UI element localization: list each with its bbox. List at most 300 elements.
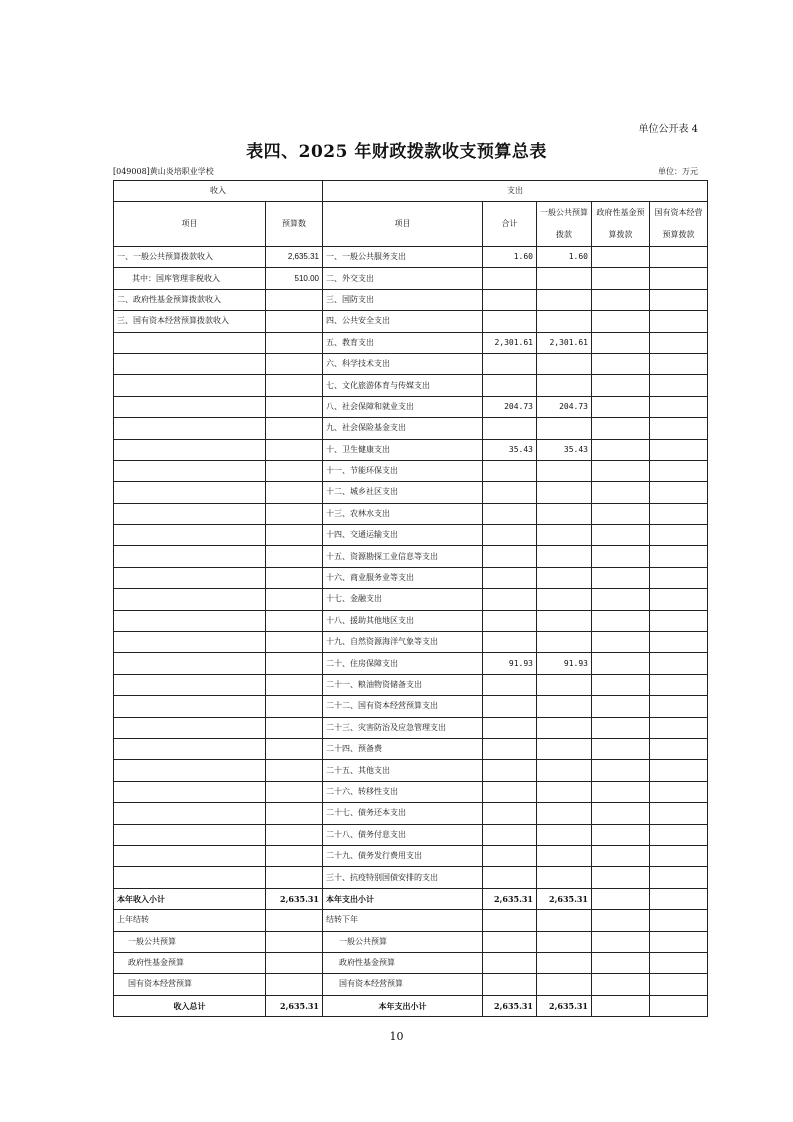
income-item-label (114, 824, 266, 845)
next-carry-label: 结转下年 (323, 910, 483, 931)
expense-item-general (537, 268, 592, 289)
table-cell (592, 803, 650, 824)
expense-gov-fund-header: 政府性基金预算拨款 (592, 202, 650, 247)
income-item-value (266, 418, 323, 439)
expense-item-label: 二十四、预备费 (323, 738, 483, 759)
table-row (114, 717, 708, 738)
table-cell (650, 396, 708, 417)
table-cell (650, 460, 708, 481)
table-row (114, 696, 708, 717)
expense-item-general (537, 353, 592, 374)
table-cell (650, 353, 708, 374)
expense-item-general (537, 738, 592, 759)
table-cell (483, 910, 537, 931)
table-cell (650, 760, 708, 781)
table-row (114, 632, 708, 653)
income-item-label (114, 439, 266, 460)
expense-item-total (483, 460, 537, 481)
expense-item-total (483, 610, 537, 631)
income-item-value (266, 717, 323, 738)
table-cell (592, 910, 650, 931)
expense-item-general (537, 311, 592, 332)
table-cell (650, 632, 708, 653)
table-cell (592, 546, 650, 567)
expense-item-total (483, 845, 537, 866)
expense-item-total (483, 311, 537, 332)
table-cell (592, 760, 650, 781)
table-cell (592, 653, 650, 674)
table-cell (650, 546, 708, 567)
table-row (114, 589, 708, 610)
table-cell (592, 589, 650, 610)
income-item-label (114, 589, 266, 610)
table-row (114, 247, 708, 268)
income-item-value: 510.00 (266, 268, 323, 289)
expense-item-label: 四、公共安全支出 (323, 311, 483, 332)
income-item-value (266, 674, 323, 695)
expense-item-label: 二、外交支出 (323, 268, 483, 289)
table-cell (650, 824, 708, 845)
income-item-value (266, 738, 323, 759)
expense-item-label: 二十、住房保障支出 (323, 653, 483, 674)
expense-item-general (537, 803, 592, 824)
table-cell (650, 803, 708, 824)
expense-item-total (483, 418, 537, 439)
expense-item-general: 1.60 (537, 247, 592, 268)
table-cell (650, 311, 708, 332)
expense-item-label: 二十九、债务发行费用支出 (323, 845, 483, 866)
expense-item-total (483, 567, 537, 588)
table-row (114, 525, 708, 546)
income-item-value (266, 546, 323, 567)
expense-item-label: 十一、节能环保支出 (323, 460, 483, 481)
unit-name: [049008]黄山炎培职业学校 (113, 167, 214, 176)
expense-item-header: 项目 (323, 202, 483, 247)
income-item-value (266, 460, 323, 481)
table-row (114, 738, 708, 759)
income-item-label: 一、一般公共预算拨款收入 (114, 247, 266, 268)
table-cell (266, 931, 323, 952)
expense-item-total (483, 632, 537, 653)
expense-item-general: 2,301.61 (537, 332, 592, 353)
expense-item-total (483, 589, 537, 610)
income-item-label: 二、政府性基金预算拨款收入 (114, 289, 266, 310)
income-item-label (114, 396, 266, 417)
expense-item-total: 2,301.61 (483, 332, 537, 353)
expense-item-general (537, 460, 592, 481)
expense-item-label: 十六、商业服务业等支出 (323, 567, 483, 588)
expense-item-general (537, 375, 592, 396)
table-row (114, 332, 708, 353)
expense-item-label: 十、卫生健康支出 (323, 439, 483, 460)
income-item-value (266, 824, 323, 845)
table-cell (592, 375, 650, 396)
expense-item-label: 一、一般公共服务支出 (323, 247, 483, 268)
table-row (114, 311, 708, 332)
income-item-value (266, 503, 323, 524)
page-number: 10 (389, 1030, 404, 1043)
budget-table (113, 180, 708, 1017)
expense-item-general (537, 418, 592, 439)
expense-item-total (483, 546, 537, 567)
table-cell (650, 867, 708, 888)
table-cell (592, 396, 650, 417)
expense-item-general (537, 760, 592, 781)
table-cell (650, 696, 708, 717)
income-subtotal-label: 本年收入小计 (114, 888, 266, 909)
income-item-value (266, 867, 323, 888)
table-cell (592, 567, 650, 588)
table-cell (650, 567, 708, 588)
table-cell (650, 439, 708, 460)
expense-item-general (537, 589, 592, 610)
expense-item-total (483, 696, 537, 717)
table-cell (592, 332, 650, 353)
table-cell (592, 781, 650, 802)
expense-item-general (537, 546, 592, 567)
total-row (114, 995, 708, 1016)
expense-item-total (483, 781, 537, 802)
table-cell (592, 268, 650, 289)
expense-item-label: 二十一、粮油物资储备支出 (323, 674, 483, 695)
income-item-label (114, 418, 266, 439)
table-cell (650, 888, 708, 909)
expense-item-general (537, 610, 592, 631)
table-cell (650, 525, 708, 546)
income-item-value (266, 610, 323, 631)
expense-item-total (483, 353, 537, 374)
expense-item-general (537, 696, 592, 717)
income-item-label (114, 482, 266, 503)
expense-item-total: 35.43 (483, 439, 537, 460)
expense-item-total (483, 503, 537, 524)
expense-subtotal-general: 2,635.31 (537, 888, 592, 909)
table-cell (592, 482, 650, 503)
expense-item-label: 十五、资源勘探工业信息等支出 (323, 546, 483, 567)
expense-total-header: 合计 (483, 202, 537, 247)
expense-item-label: 十二、城乡社区支出 (323, 482, 483, 503)
next-general-label: 一般公共预算 (323, 931, 483, 952)
income-item-value (266, 567, 323, 588)
table-cell (592, 503, 650, 524)
table-cell (537, 952, 592, 973)
table-cell (650, 717, 708, 738)
expense-item-label: 二十八、债务付息支出 (323, 824, 483, 845)
expense-item-general: 204.73 (537, 396, 592, 417)
income-item-value (266, 396, 323, 417)
table-cell (650, 931, 708, 952)
table-cell (650, 974, 708, 995)
table-row (114, 460, 708, 481)
income-item-label (114, 717, 266, 738)
income-item-value (266, 760, 323, 781)
expense-item-general (537, 482, 592, 503)
expense-item-total (483, 867, 537, 888)
expense-item-general (537, 674, 592, 695)
table-cell (592, 460, 650, 481)
income-item-label (114, 867, 266, 888)
income-item-value (266, 375, 323, 396)
table-row (114, 439, 708, 460)
expense-item-total (483, 803, 537, 824)
table-cell (650, 995, 708, 1016)
income-item-value (266, 439, 323, 460)
table-cell (650, 503, 708, 524)
expense-state-capital-header: 国有资本经营预算拨款 (650, 202, 708, 247)
table-cell (592, 931, 650, 952)
table-cell (592, 974, 650, 995)
expense-total-label: 本年支出小计 (323, 995, 483, 1016)
table-cell (592, 738, 650, 759)
prev-general-label: 一般公共预算 (114, 931, 266, 952)
expense-item-total: 1.60 (483, 247, 537, 268)
subtotal-row (114, 888, 708, 909)
expense-item-label: 十七、金融支出 (323, 589, 483, 610)
table-cell (650, 268, 708, 289)
expense-item-total (483, 717, 537, 738)
income-item-label (114, 610, 266, 631)
expense-item-label: 三十、抗疫特别国债安排的支出 (323, 867, 483, 888)
income-item-label (114, 845, 266, 866)
income-item-value (266, 353, 323, 374)
income-item-value (266, 525, 323, 546)
expense-item-label: 二十二、国有资本经营预算支出 (323, 696, 483, 717)
expense-item-general (537, 632, 592, 653)
table-cell (592, 995, 650, 1016)
table-cell (592, 311, 650, 332)
table-cell (592, 952, 650, 973)
table-cell (592, 418, 650, 439)
income-item-label (114, 738, 266, 759)
table-cell (266, 952, 323, 973)
table-row (114, 396, 708, 417)
carry-row (114, 952, 708, 973)
income-item-label (114, 653, 266, 674)
table-cell (592, 696, 650, 717)
expense-item-label: 十八、援助其他地区支出 (323, 610, 483, 631)
expense-item-total (483, 268, 537, 289)
expense-general-header: 一般公共预算拨款 (537, 202, 592, 247)
expense-item-label: 三、国防支出 (323, 289, 483, 310)
income-subtotal-value: 2,635.31 (266, 888, 323, 909)
income-item-label (114, 503, 266, 524)
table-cell (650, 482, 708, 503)
expense-item-label: 二十五、其他支出 (323, 760, 483, 781)
income-item-value (266, 332, 323, 353)
expense-item-total (483, 525, 537, 546)
income-item-label (114, 375, 266, 396)
table-cell (650, 952, 708, 973)
table-cell (650, 375, 708, 396)
table-row (114, 824, 708, 845)
income-item-label (114, 460, 266, 481)
prev-carry-label: 上年结转 (114, 910, 266, 931)
expense-item-label: 二十六、转移性支出 (323, 781, 483, 802)
table-cell (650, 589, 708, 610)
income-item-value (266, 845, 323, 866)
unit-label: 单位：万元 (658, 167, 698, 176)
table-row (114, 760, 708, 781)
table-cell (650, 653, 708, 674)
table-cell (592, 717, 650, 738)
table-row (114, 375, 708, 396)
table-cell (592, 867, 650, 888)
income-header: 收入 (114, 181, 323, 202)
expense-subtotal-label: 本年支出小计 (323, 888, 483, 909)
income-item-label: 三、国有资本经营预算拨款收入 (114, 311, 266, 332)
table-row (114, 867, 708, 888)
table-cell (592, 888, 650, 909)
expense-item-label: 二十三、灾害防治及应急管理支出 (323, 717, 483, 738)
table-row (114, 803, 708, 824)
table-cell (266, 910, 323, 931)
income-budget-header: 预算数 (266, 202, 323, 247)
expense-item-total (483, 375, 537, 396)
expense-item-general (537, 824, 592, 845)
carry-row (114, 931, 708, 952)
income-item-value: 2,635.31 (266, 247, 323, 268)
income-item-label (114, 525, 266, 546)
table-cell (592, 247, 650, 268)
income-item-label (114, 567, 266, 588)
income-item-value (266, 289, 323, 310)
table-row (114, 268, 708, 289)
table-row (114, 845, 708, 866)
income-item-header: 项目 (114, 202, 266, 247)
expense-item-total (483, 482, 537, 503)
expense-item-label: 二十七、债务还本支出 (323, 803, 483, 824)
next-gov-fund-label: 政府性基金预算 (323, 952, 483, 973)
expense-item-general (537, 781, 592, 802)
table-cell (483, 974, 537, 995)
expense-item-label: 十四、交通运输支出 (323, 525, 483, 546)
income-item-value (266, 653, 323, 674)
table-cell (537, 910, 592, 931)
expense-item-general (537, 867, 592, 888)
income-item-value (266, 632, 323, 653)
table-row (114, 653, 708, 674)
expense-item-label: 六、科学技术支出 (323, 353, 483, 374)
income-total-label: 收入总计 (114, 995, 266, 1016)
table-cell (592, 610, 650, 631)
table-cell (592, 439, 650, 460)
income-item-value (266, 482, 323, 503)
table-cell (650, 610, 708, 631)
expense-item-total: 204.73 (483, 396, 537, 417)
table-cell (650, 910, 708, 931)
expense-subtotal-total: 2,635.31 (483, 888, 537, 909)
table-cell (266, 974, 323, 995)
expense-item-label: 七、文化旅游体育与传媒支出 (323, 375, 483, 396)
income-item-label (114, 632, 266, 653)
expense-total-total: 2,635.31 (483, 995, 537, 1016)
table-cell (592, 674, 650, 695)
income-item-label (114, 781, 266, 802)
expense-item-label: 十九、自然资源海洋气象等支出 (323, 632, 483, 653)
income-item-label (114, 760, 266, 781)
header-row-1 (114, 181, 708, 202)
expense-item-general (537, 503, 592, 524)
expense-item-label: 十三、农林水支出 (323, 503, 483, 524)
expense-item-general: 91.93 (537, 653, 592, 674)
income-item-label (114, 803, 266, 824)
table-row (114, 610, 708, 631)
table-cell (650, 845, 708, 866)
table-cell (592, 845, 650, 866)
table-row (114, 781, 708, 802)
expense-item-general (537, 845, 592, 866)
income-item-label: 其中：国库管理非税收入 (114, 268, 266, 289)
table-row (114, 503, 708, 524)
income-item-label (114, 332, 266, 353)
income-item-value (266, 589, 323, 610)
expense-item-label: 五、教育支出 (323, 332, 483, 353)
table-cell (537, 974, 592, 995)
carry-row (114, 974, 708, 995)
income-item-value (266, 803, 323, 824)
page-title: 表四、2025 年财政拨款收支预算总表 (246, 142, 547, 162)
expense-item-total (483, 738, 537, 759)
income-total-value: 2,635.31 (266, 995, 323, 1016)
table-row (114, 418, 708, 439)
expense-item-total (483, 824, 537, 845)
income-item-value (266, 311, 323, 332)
expense-item-general (537, 525, 592, 546)
prev-state-capital-label: 国有资本经营预算 (114, 974, 266, 995)
table-cell (650, 674, 708, 695)
table-row (114, 567, 708, 588)
expense-item-total (483, 674, 537, 695)
table-cell (537, 931, 592, 952)
expense-item-total (483, 289, 537, 310)
table-cell (650, 289, 708, 310)
expense-item-total: 91.93 (483, 653, 537, 674)
table-cell (650, 781, 708, 802)
expense-item-label: 九、社会保险基金支出 (323, 418, 483, 439)
income-item-value (266, 781, 323, 802)
income-item-label (114, 353, 266, 374)
expense-item-general: 35.43 (537, 439, 592, 460)
table-cell (650, 738, 708, 759)
table-cell (592, 525, 650, 546)
table-row (114, 546, 708, 567)
table-cell (483, 931, 537, 952)
prev-gov-fund-label: 政府性基金预算 (114, 952, 266, 973)
table-row (114, 353, 708, 374)
table-cell (650, 247, 708, 268)
table-cell (650, 332, 708, 353)
table-cell (592, 632, 650, 653)
income-item-label (114, 696, 266, 717)
table-row (114, 674, 708, 695)
table-cell (592, 353, 650, 374)
expense-item-label: 八、社会保障和就业支出 (323, 396, 483, 417)
header-row-2 (114, 202, 708, 247)
income-item-label (114, 546, 266, 567)
table-row (114, 482, 708, 503)
table-cell (483, 952, 537, 973)
carry-row (114, 910, 708, 931)
next-state-capital-label: 国有资本经营预算 (323, 974, 483, 995)
table-cell (592, 289, 650, 310)
expense-total-general: 2,635.31 (537, 995, 592, 1016)
table-cell (650, 418, 708, 439)
expense-item-general (537, 289, 592, 310)
income-item-label (114, 674, 266, 695)
expense-item-general (537, 567, 592, 588)
table-row (114, 289, 708, 310)
expense-item-total (483, 760, 537, 781)
